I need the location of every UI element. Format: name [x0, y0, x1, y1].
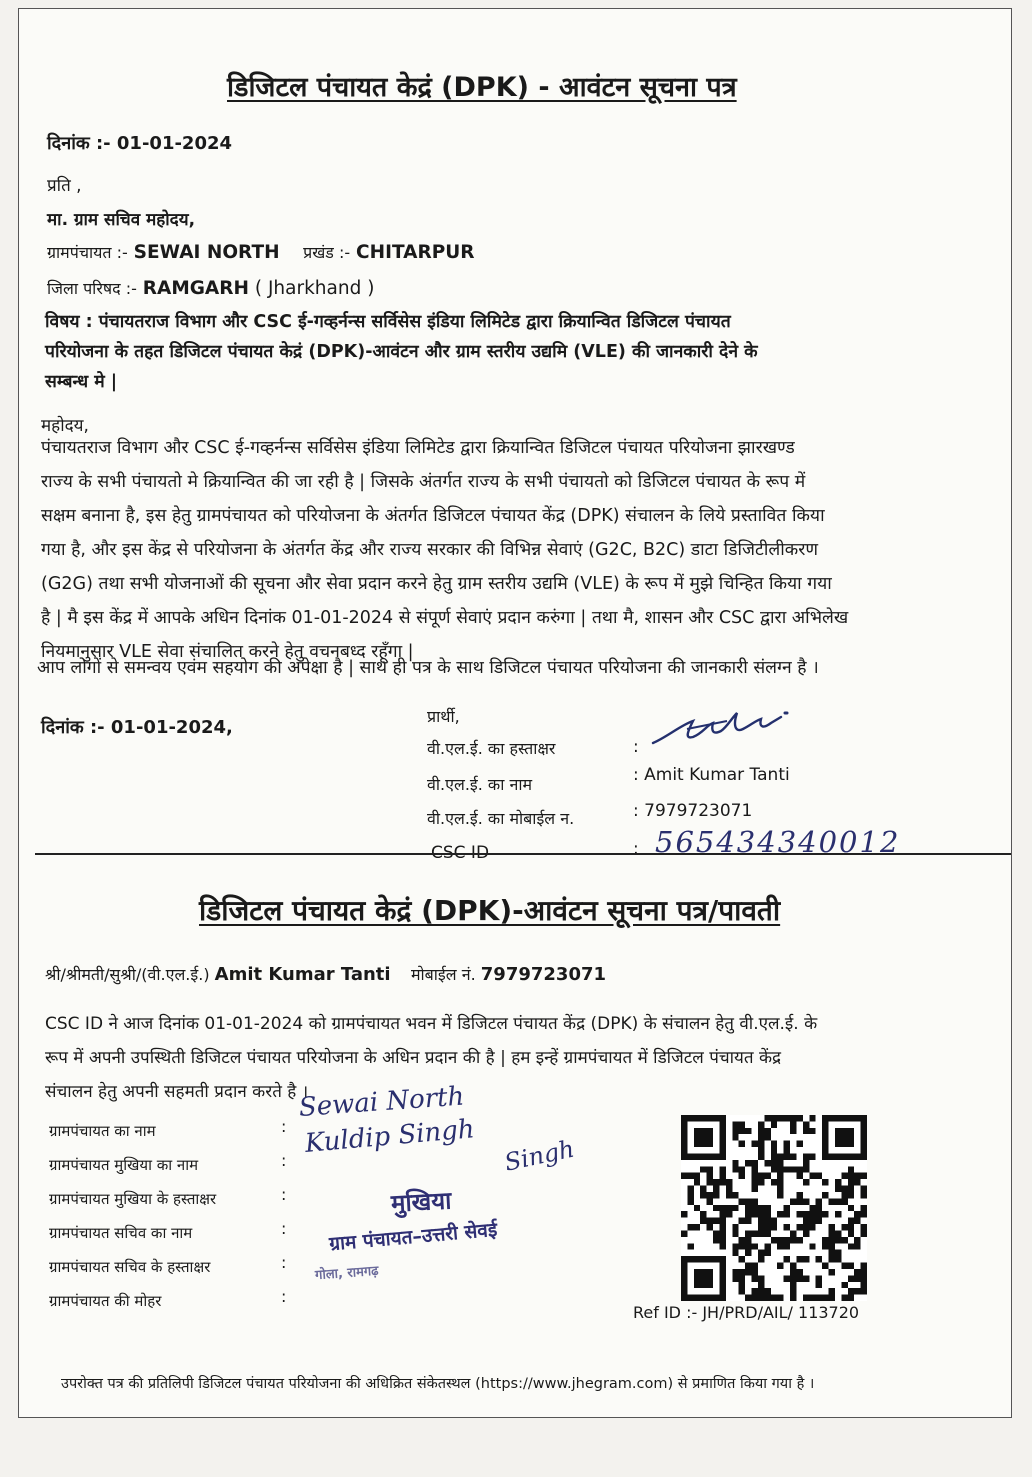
- vle-name-value: : Amit Kumar Tanti: [633, 765, 790, 785]
- mobile-label: मोबाईल नं.: [410, 965, 476, 984]
- ack-line: CSC ID ने आज दिनांक 01-01-2024 को ग्रामपंचायत भवन में डिजिटल पंचायत केंद्र (DPK) के संचालन हेतु वी.एल.ई. के: [45, 1014, 818, 1034]
- district-line: [47, 277, 374, 299]
- stamp-line-1: मुखिया: [390, 1186, 453, 1218]
- handwritten-mukhiya-name: Kuldip Singh: [303, 1114, 476, 1159]
- vle-signature-colon: :: [633, 737, 639, 757]
- ack-line: रूप में अपनी उपस्थिती डिजिटल पंचायत परियोजना के अधिन प्रदान की है | हम इन्हें ग्रामपंचायत में डिजिटल पंचायत केंद्र: [45, 1048, 782, 1068]
- gp-name-label: ग्रामपंचायत का नाम: [49, 1122, 156, 1140]
- salutation: महोदय,: [41, 416, 89, 436]
- block-value: CHITARPUR: [356, 242, 475, 263]
- mukhiya-sign-colon: :: [281, 1185, 287, 1204]
- vle-signature-icon: [647, 699, 807, 755]
- subject-line: विषय : पंचायतराज विभाग और CSC ई-गव्हर्नन्स सर्विसेस इंडिया लिमिटेड द्वारा क्रियान्वित डिजिटल पंचायत: [45, 312, 731, 332]
- vle-signature-label: वी.एल.ई. का हस्ताक्षर: [427, 739, 556, 758]
- gp-value: SEWAI NORTH: [133, 242, 280, 263]
- secretary-sign-colon: :: [281, 1253, 287, 1272]
- csc-id-label: CSC ID: [431, 843, 490, 863]
- vle-mobile-value: : 7979723071: [633, 801, 753, 821]
- ref-id: Ref ID :- JH/PRD/AIL/ 113720: [633, 1303, 860, 1322]
- cooperation-line: आप लोगों से समन्वय एवंम सहयोग की अपेक्षा है | साथ ही पत्र के साथ डिजिटल पंचायत परियोजना की जानकारी संलग्न है ।: [37, 658, 819, 678]
- vle-name: Amit Kumar Tanti: [214, 964, 391, 985]
- body-line: गया है, और इस केंद्र से परियोजना के अंतर्गत केंद्र और राज्य सरकार की विभिन्न सेवाएं (G2C, B2C) डाटा डिजिटीलीकरण: [41, 540, 819, 560]
- gp-name-colon: :: [281, 1117, 287, 1136]
- addressee: मा. ग्राम सचिव महोदय,: [47, 210, 196, 230]
- body-line: (G2G) तथा सभी योजनाओं की सूचना और सेवा प्रदान करने हेतु ग्राम स्तरीय उद्यमि (VLE) के रूप में मुझे चिन्हित किया गया: [41, 574, 832, 594]
- section-divider: [35, 853, 1011, 855]
- to-line: प्रति ,: [47, 176, 82, 196]
- gp-label: ग्रामपंचायत :-: [47, 243, 128, 262]
- gp-line: [47, 241, 475, 263]
- vle-mobile-label: वी.एल.ई. का मोबाईल न.: [427, 809, 575, 828]
- body-line: सक्षम बनाना है, इस हेतु ग्रामपंचायत को परियोजना के अंतर्गत डिजिटल पंचायत केंद्र (DPK) संचालन के लिये प्रस्तावित किया: [41, 506, 825, 526]
- block-label: प्रखंड :-: [303, 243, 351, 262]
- secretary-name-colon: :: [281, 1219, 287, 1238]
- stamp-line-3: गोला, रामगढ़: [314, 1263, 379, 1284]
- mukhiya-name-colon: :: [281, 1151, 287, 1170]
- vle-prefix: श्री/श्रीमती/सुश्री/(वी.एल.ई.): [45, 965, 210, 984]
- subject-line: सम्बन्ध मे |: [45, 372, 118, 392]
- mukhiya-sign-label: ग्रामपंचायत मुखिया के हस्ताक्षर: [49, 1190, 217, 1208]
- handwritten-gp-name: Sewai North: [297, 1081, 466, 1123]
- district-label: जिला परिषद :-: [47, 279, 137, 298]
- ack-line: संचालन हेतु अपनी सहमती प्रदान करते है ।: [45, 1082, 309, 1102]
- seal-colon: :: [281, 1287, 287, 1306]
- ack-paragraph: [45, 1007, 1005, 1109]
- page-title: डिजिटल पंचायत केद्रं (DPK) - आवंटन सूचना पत्र: [227, 72, 737, 103]
- mobile-value: 7979723071: [480, 964, 607, 985]
- date-line: दिनांक :- 01-01-2024: [47, 133, 233, 154]
- handwritten-signature: Singh: [502, 1134, 577, 1177]
- csc-id-colon: :: [633, 839, 639, 859]
- body-paragraph: [41, 431, 1001, 669]
- closing-date: दिनांक :- 01-01-2024,: [41, 717, 233, 738]
- secretary-name-label: ग्रामपंचायत सचिव का नाम: [49, 1224, 193, 1242]
- subject-line: परियोजना के तहत डिजिटल पंचायत केद्रं (DPK)-आवंटन और ग्राम स्तरीय उद्यमि (VLE) की जानकारी देने के: [45, 342, 758, 362]
- body-line: पंचायतराज विभाग और CSC ई-गव्हर्नन्स सर्विसेस इंडिया लिमिटेड द्वारा क्रियान्वित डिजिटल पंचायत परियोजना झारखण्ड: [41, 438, 795, 458]
- stamp-line-2: ग्राम पंचायत–उत्तरी सेवई: [328, 1218, 499, 1256]
- acknowledgement-title: डिजिटल पंचायत केद्रं (DPK)-आवंटन सूचना पत्र/पावती: [199, 894, 781, 927]
- body-line: राज्य के सभी पंचायतो मे क्रियान्वित की जा रही है | जिसके अंतर्गत राज्य के सभी पंचायतो को डिजिटल पंचायत के रूप में: [41, 472, 806, 492]
- state-value: ( Jharkhand ): [254, 278, 375, 299]
- vle-line: [45, 963, 606, 985]
- seal-label: ग्रामपंचायत की मोहर: [49, 1292, 162, 1310]
- mukhiya-name-label: ग्रामपंचायत मुखिया का नाम: [49, 1156, 199, 1174]
- footer-note: उपरोक्त पत्र की प्रतिलिपी डिजिटल पंचायत परियोजना की अधिक्रित संकेतस्थल (https://www.jhegram.com) से प्रमाणित किया गया है ।: [61, 1376, 815, 1392]
- district-value: RAMGARH: [142, 278, 249, 299]
- csc-id-handwritten: 565434340012: [655, 825, 901, 859]
- applicant-label: प्रार्थी,: [427, 707, 460, 726]
- vle-name-label: वी.एल.ई. का नाम: [427, 775, 533, 794]
- qr-code-icon: [681, 1115, 867, 1301]
- secretary-sign-label: ग्रामपंचायत सचिव के हस्ताक्षर: [49, 1258, 211, 1276]
- document-page: [18, 8, 1012, 1418]
- subject-block: [45, 307, 965, 397]
- body-line: है | मै इस केंद्र में आपके अधिन दिनांक 01-01-2024 से संपूर्ण सेवाएं प्रदान करुंगा | तथा मै, शासन और CSC द्वारा अभिलेख: [41, 608, 849, 628]
- body-line: नियमानुसार VLE सेवा संचालित करने हेतु वचनबध्द रहूँगा |: [41, 642, 414, 662]
